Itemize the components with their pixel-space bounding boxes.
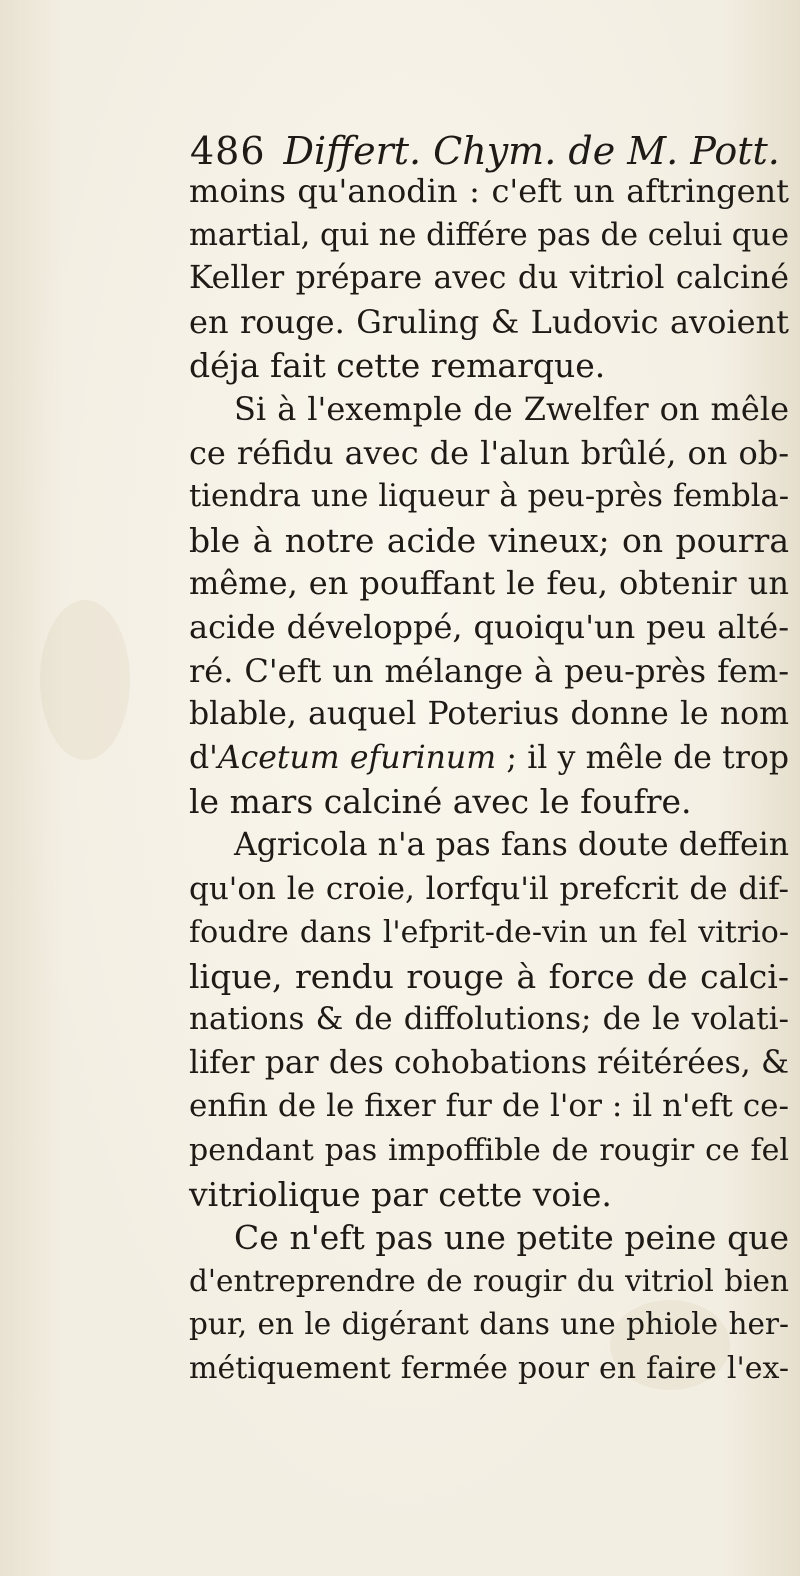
text-line: pendant pas impoffible de rougir ce fel [189,1133,789,1169]
paragraph-start-line: Si à l'exemple de Zwelfer on mêle [234,389,789,428]
text-line: métiquement fermée pour en faire l'ex- [189,1351,789,1387]
text-line: d'entreprendre de rougir du vitriol bien [189,1263,789,1298]
text-line: pur, en le digérant dans une phiole her- [189,1307,789,1342]
text-line: le mars calciné avec le foufre. [189,782,692,822]
text-line: Keller prépare avec du vitriol calciné [189,260,789,297]
body-text [189,170,789,1391]
text-line: enfin de le fixer fur de l'or : il n'eft ce- [189,1088,789,1125]
text-line: ce réfidu avec de l'alun brûlé, on ob- [189,433,789,472]
text-line: même, en pouffant le feu, obtenir un [189,564,789,603]
text-line: moins qu'anodin : c'eft un aftringent [189,172,789,210]
running-title: Differt. Chym. de M. Pott. [283,129,780,173]
text-line: ble à notre acide vineux; on pourra [189,520,789,560]
text-line: déja fait cette remarque. [189,346,606,386]
paper-stain [40,600,130,760]
paragraph-start-line: Agricola n'a pas fans doute deffein [234,826,789,863]
text-line: nations & de diffolutions; de le volati- [189,1001,789,1038]
text-line: lique, rendu rouge à force de calci- [189,956,789,996]
text-line: foudre dans l'efprit-de-vin un fel vitrio- [189,915,789,951]
text-line: martial, qui ne différe pas de celui que [189,217,789,253]
text-fragment: ; il y mêle de trop [496,739,790,776]
italic-term: Acetum efurinum [217,739,497,776]
paragraph-start-line: Ce n'eft pas une petite peine que [234,1218,789,1258]
text-line: blable, auquel Poterius donne le nom [189,696,789,733]
text-line: qu'on le croie, lorfqu'il prefcrit de dif- [189,870,789,907]
page-number: 486 [190,129,266,173]
text-fragment: d' [189,739,218,776]
text-line: en rouge. Gruling & Ludovic avoient [189,302,789,341]
text-line-with-italic [189,737,789,781]
text-line: vitriolique par cette voie. [189,1174,612,1214]
running-header [190,128,780,174]
text-line: ré. C'eft un mélange à peu-près fem- [189,651,789,690]
text-line: acide développé, quoiqu'un peu alté- [189,607,789,646]
text-line: tiendra une liqueur à peu-près fembla- [189,479,789,515]
text-line: lifer par des cohobations réitérées, & [189,1044,789,1081]
